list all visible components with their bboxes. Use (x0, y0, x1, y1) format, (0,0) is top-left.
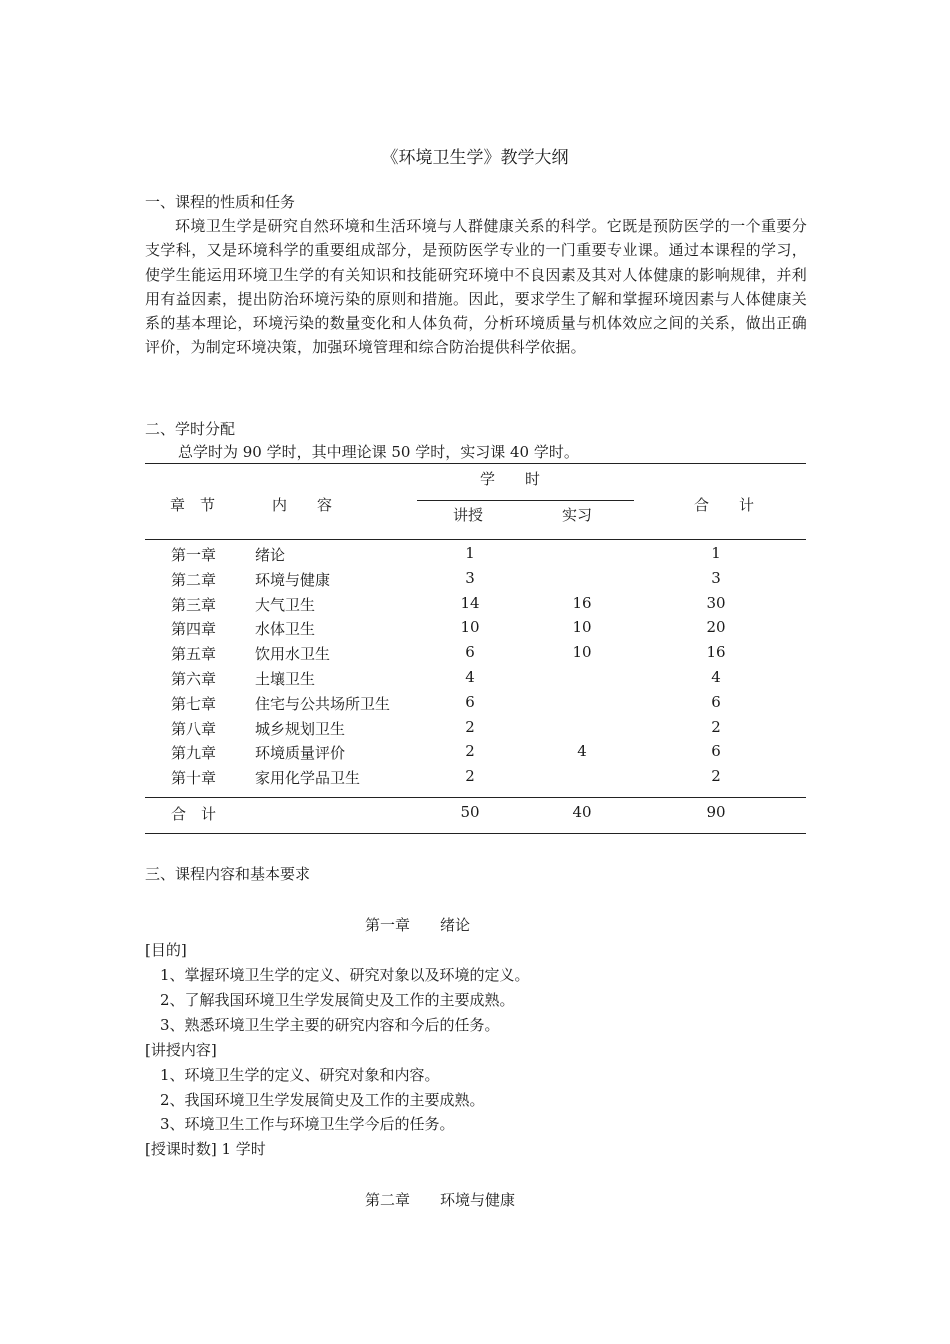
table-row (0, 718, 950, 743)
row-chapter: 第九章 (171, 744, 217, 763)
row-total: 2 (711, 717, 721, 736)
total-practice: 40 (572, 803, 592, 821)
table-row (0, 742, 950, 767)
objective-item: 2、了解我国环境卫生学发展简史及工作的主要成熟。 (160, 991, 515, 1009)
row-lecture: 2 (465, 767, 475, 786)
section-2-heading: 二、学时分配 (145, 420, 236, 438)
document-title: 《环境卫生学》教学大纲 (381, 148, 569, 168)
table-total-rule (145, 797, 806, 798)
row-content: 饮用水卫生 (255, 645, 331, 664)
section-1-body: 环境卫生学是研究自然环境和生活环境与人群健康关系的科学。它既是预防医学的一个重要分支学科，又是环境科学的重要组成部分，是预防医学专业的一门重要专业课。通过本课程的学习，使学生能运用环境卫生学的有关知识和技能研究环境中不良因素及其对人体健康的影响规律，并利用有益因素，提出防治环境污染的原则和措施。因此，要求学生了解和掌握环境因素与人体健康关系的基本理论，环境污染的数量变化和人体负荷，分析环境质量与机体效应之间的关系，做出正确评价，为制定环境决策，加强环境管理和综合防治提供科学依据。 (145, 217, 807, 357)
header-hours: 学 时 (480, 470, 541, 488)
lecture-content-label: [讲授内容] (145, 1041, 217, 1059)
row-total: 4 (711, 668, 721, 686)
row-lecture: 2 (465, 717, 475, 736)
row-content: 城乡规划卫生 (255, 719, 346, 738)
row-chapter: 第五章 (171, 645, 217, 664)
chapter-2-title: 第二章 环境与健康 (365, 1191, 516, 1209)
section-3-heading: 三、课程内容和基本要求 (145, 865, 311, 883)
header-content: 内 容 (272, 496, 333, 514)
table-row (0, 693, 950, 718)
row-lecture: 3 (465, 568, 475, 587)
row-chapter: 第四章 (171, 620, 217, 639)
row-content: 大气卫生 (255, 595, 316, 614)
row-total: 30 (706, 593, 726, 612)
table-row (0, 618, 950, 643)
lecture-item: 2、我国环境卫生学发展简史及工作的主要成熟。 (160, 1091, 485, 1109)
row-chapter: 第二章 (171, 570, 217, 589)
row-total: 3 (711, 568, 721, 587)
row-chapter: 第十章 (171, 769, 217, 788)
row-chapter: 第七章 (171, 694, 217, 713)
row-total: 2 (711, 767, 721, 786)
table-row (0, 668, 950, 693)
objectives-label: [目的] (145, 941, 187, 959)
row-chapter: 第三章 (171, 595, 217, 614)
row-total: 1 (711, 544, 721, 562)
lecture-item: 1、环境卫生学的定义、研究对象和内容。 (160, 1066, 440, 1084)
table-row (0, 569, 950, 594)
row-lecture: 6 (465, 643, 475, 662)
row-lecture: 6 (465, 692, 475, 711)
row-content: 环境与健康 (255, 570, 331, 589)
row-lecture: 2 (465, 742, 475, 761)
row-total: 6 (711, 692, 721, 711)
row-total: 16 (706, 643, 726, 662)
row-lecture: 1 (465, 544, 475, 562)
table-total-row (0, 803, 950, 828)
row-practice: 4 (577, 742, 587, 761)
total-label: 合 计 (171, 805, 217, 823)
row-lecture: 10 (460, 618, 480, 637)
row-practice: 16 (572, 593, 592, 612)
table-top-rule (145, 463, 806, 464)
row-total: 6 (711, 742, 721, 761)
lecture-item: 3、环境卫生工作与环境卫生学今后的任务。 (160, 1115, 455, 1133)
table-header-rule (145, 539, 806, 540)
objective-item: 1、掌握环境卫生学的定义、研究对象以及环境的定义。 (160, 966, 530, 984)
objective-item: 3、熟悉环境卫生学主要的研究内容和今后的任务。 (160, 1016, 500, 1034)
section-1-heading: 一、课程的性质和任务 (145, 193, 296, 211)
row-practice: 10 (572, 643, 592, 662)
teaching-hours: [授课时数] 1 学时 (145, 1140, 266, 1158)
row-total: 20 (706, 618, 726, 637)
header-chapter: 章 节 (170, 496, 216, 514)
table-row (0, 643, 950, 668)
hours-summary: 总学时为 90 学时，其中理论课 50 学时，实习课 40 学时。 (178, 443, 579, 461)
header-practice: 实习 (562, 506, 593, 524)
row-content: 住宅与公共场所卫生 (255, 694, 391, 713)
row-chapter: 第八章 (171, 719, 217, 738)
table-row (0, 767, 950, 792)
header-lecture: 讲授 (453, 506, 484, 524)
row-practice: 10 (572, 618, 592, 637)
total-lecture: 50 (460, 803, 480, 821)
row-chapter: 第六章 (171, 670, 217, 688)
table-row (0, 544, 950, 569)
row-content: 绪论 (255, 546, 286, 564)
row-content: 土壤卫生 (255, 670, 316, 688)
row-lecture: 14 (460, 593, 480, 612)
row-content: 水体卫生 (255, 620, 316, 639)
table-bottom-rule (145, 833, 806, 834)
row-content: 家用化学品卫生 (255, 769, 361, 788)
row-lecture: 4 (465, 668, 475, 686)
row-chapter: 第一章 (171, 546, 217, 564)
table-row (0, 594, 950, 619)
header-total: 合 计 (694, 496, 755, 514)
total-total: 90 (706, 803, 726, 821)
row-content: 环境质量评价 (255, 744, 346, 763)
chapter-1-title: 第一章 绪论 (365, 916, 471, 934)
header-sub-rule (417, 500, 634, 501)
